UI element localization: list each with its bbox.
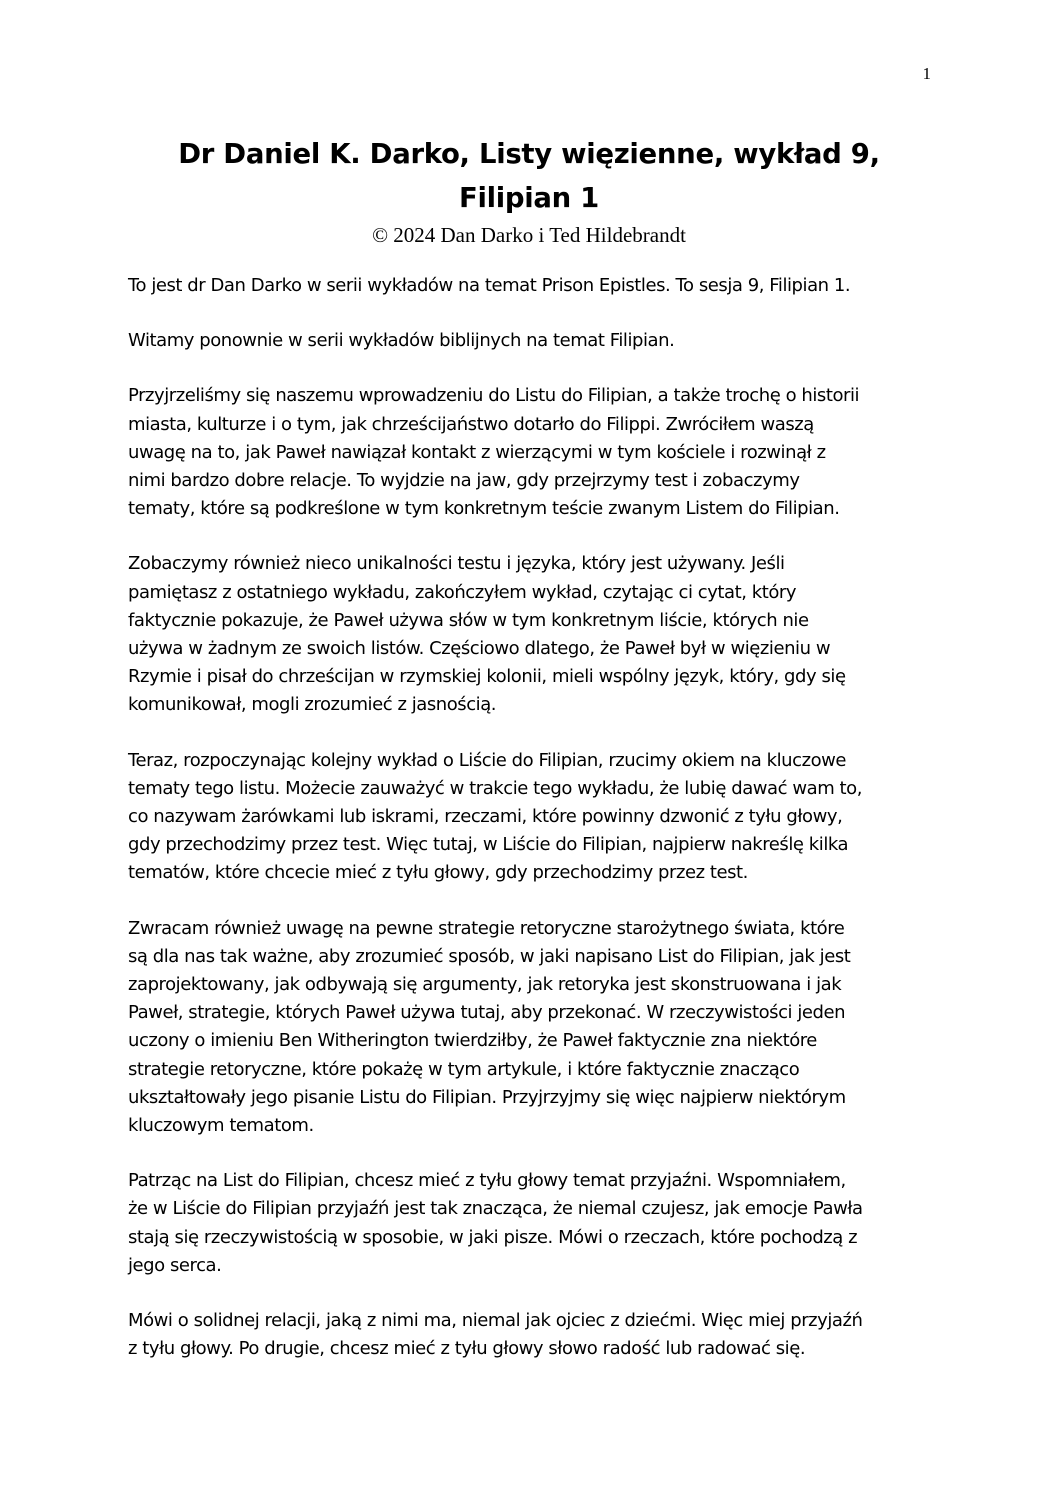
document-title xyxy=(128,132,930,220)
paragraph xyxy=(128,272,940,300)
paragraph xyxy=(128,382,940,523)
copyright-notice: © 2024 Dan Darko i Ted Hildebrandt xyxy=(372,223,686,247)
text-line: tematów, które chcecie mieć z tyłu głowy, gdy przechodzimy przez test. xyxy=(128,862,748,884)
text-line: gdy przechodzimy przez test. Więc tutaj, w Liście do Filipian, najpierw nakreślę kilka xyxy=(128,834,849,856)
text-line: ukształtowały jego pisanie Listu do Filipian. Przyjrzyjmy się więc najpierw niektórym xyxy=(128,1086,846,1108)
text-line: używa w żadnym ze swoich listów. Częściowo dlatego, że Paweł był w więzieniu w xyxy=(128,638,831,660)
text-line: jego serca. xyxy=(128,1254,222,1276)
text-line: komunikował, mogli zrozumieć z jasnością. xyxy=(128,694,497,716)
text-line: uczony o imieniu Ben Witherington twierdziłby, że Paweł faktycznie zna niektóre xyxy=(128,1030,817,1052)
title-line: Filipian 1 xyxy=(458,182,600,214)
document-body xyxy=(128,272,940,1391)
text-line: tematy tego listu. Możecie zauważyć w trakcie tego wykładu, że lubię dawać wam to, xyxy=(128,777,862,799)
text-line: Rzymie i pisał do chrześcijan w rzymskiej kolonii, mieli wspólny język, który, gdy się xyxy=(128,666,846,688)
page-number: 1 xyxy=(922,64,931,83)
text-line: tematy, które są podkreślone w tym konkretnym teście zwanym Listem do Filipian. xyxy=(128,498,840,520)
text-line: stają się rzeczywistością w sposobie, w jaki pisze. Mówi o rzeczach, które pochodzą z xyxy=(128,1226,858,1248)
text-line: że w Liście do Filipian przyjaźń jest tak znacząca, że niemal czujesz, jak emocje Pawła xyxy=(128,1198,863,1220)
text-line: uwagę na to, jak Paweł nawiązał kontakt z wierzącymi w tym kościele i rozwinął z xyxy=(128,441,826,463)
text-line: faktycznie pokazuje, że Paweł używa słów w tym konkretnym liście, których nie xyxy=(128,609,809,631)
text-line: z tyłu głowy. Po drugie, chcesz mieć z tyłu głowy słowo radość lub radować się. xyxy=(128,1338,806,1360)
text-line: strategie retoryczne, które pokażę w tym artykule, i które faktycznie znacząco xyxy=(128,1058,800,1080)
text-line: Patrząc na List do Filipian, chcesz mieć z tyłu głowy temat przyjaźni. Wspomniałem, xyxy=(128,1170,846,1192)
text-line: Witamy ponownie w serii wykładów biblijnych na temat Filipian. xyxy=(128,330,675,352)
paragraph xyxy=(128,550,940,719)
paragraph xyxy=(128,747,940,888)
text-line: miasta, kulturze i o tym, jak chrześcijaństwo dotarło do Filippi. Zwróciłem waszą xyxy=(128,413,814,435)
text-line: są dla nas tak ważne, aby zrozumieć sposób, w jaki napisano List do Filipian, jak jest xyxy=(128,945,851,967)
paragraph xyxy=(128,327,940,355)
paragraph xyxy=(128,1307,940,1363)
paragraph xyxy=(128,915,940,1141)
text-line: kluczowym tematom. xyxy=(128,1115,314,1137)
text-line: nimi bardzo dobre relacje. To wyjdzie na jaw, gdy przejrzymy test i zobaczymy xyxy=(128,470,800,492)
text-line: zaprojektowany, jak odbywają się argumenty, jak retoryka jest skonstruowana i jak xyxy=(128,974,842,996)
text-line: Mówi o solidnej relacji, jaką z nimi ma, niemal jak ojciec z dziećmi. Więc miej przyjaźń xyxy=(128,1310,863,1332)
text-line: Zwracam również uwagę na pewne strategie retoryczne starożytnego świata, które xyxy=(128,917,845,939)
text-line: pamiętasz z ostatniego wykładu, zakończyłem wykład, czytając ci cytat, który xyxy=(128,581,797,603)
text-line: Zobaczymy również nieco unikalności testu i języka, który jest używany. Jeśli xyxy=(128,553,785,575)
text-line: Paweł, strategie, których Paweł używa tutaj, aby przekonać. W rzeczywistości jeden xyxy=(128,1002,846,1024)
text-line: To jest dr Dan Darko w serii wykładów na temat Prison Epistles. To sesja 9, Filipian 1. xyxy=(128,275,851,296)
paragraph xyxy=(128,1167,940,1280)
text-line: co nazywam żarówkami lub iskrami, rzeczami, które powinny dzwonić z tyłu głowy, xyxy=(128,806,843,828)
text-line: Przyjrzeliśmy się naszemu wprowadzeniu do Listu do Filipian, a także trochę o historii xyxy=(128,385,860,407)
text-line: Teraz, rozpoczynając kolejny wykład o Liście do Filipian, rzucimy okiem na kluczowe xyxy=(128,749,847,771)
title-line: Dr Daniel K. Darko, Listy więzienne, wykład 9, xyxy=(178,138,880,170)
